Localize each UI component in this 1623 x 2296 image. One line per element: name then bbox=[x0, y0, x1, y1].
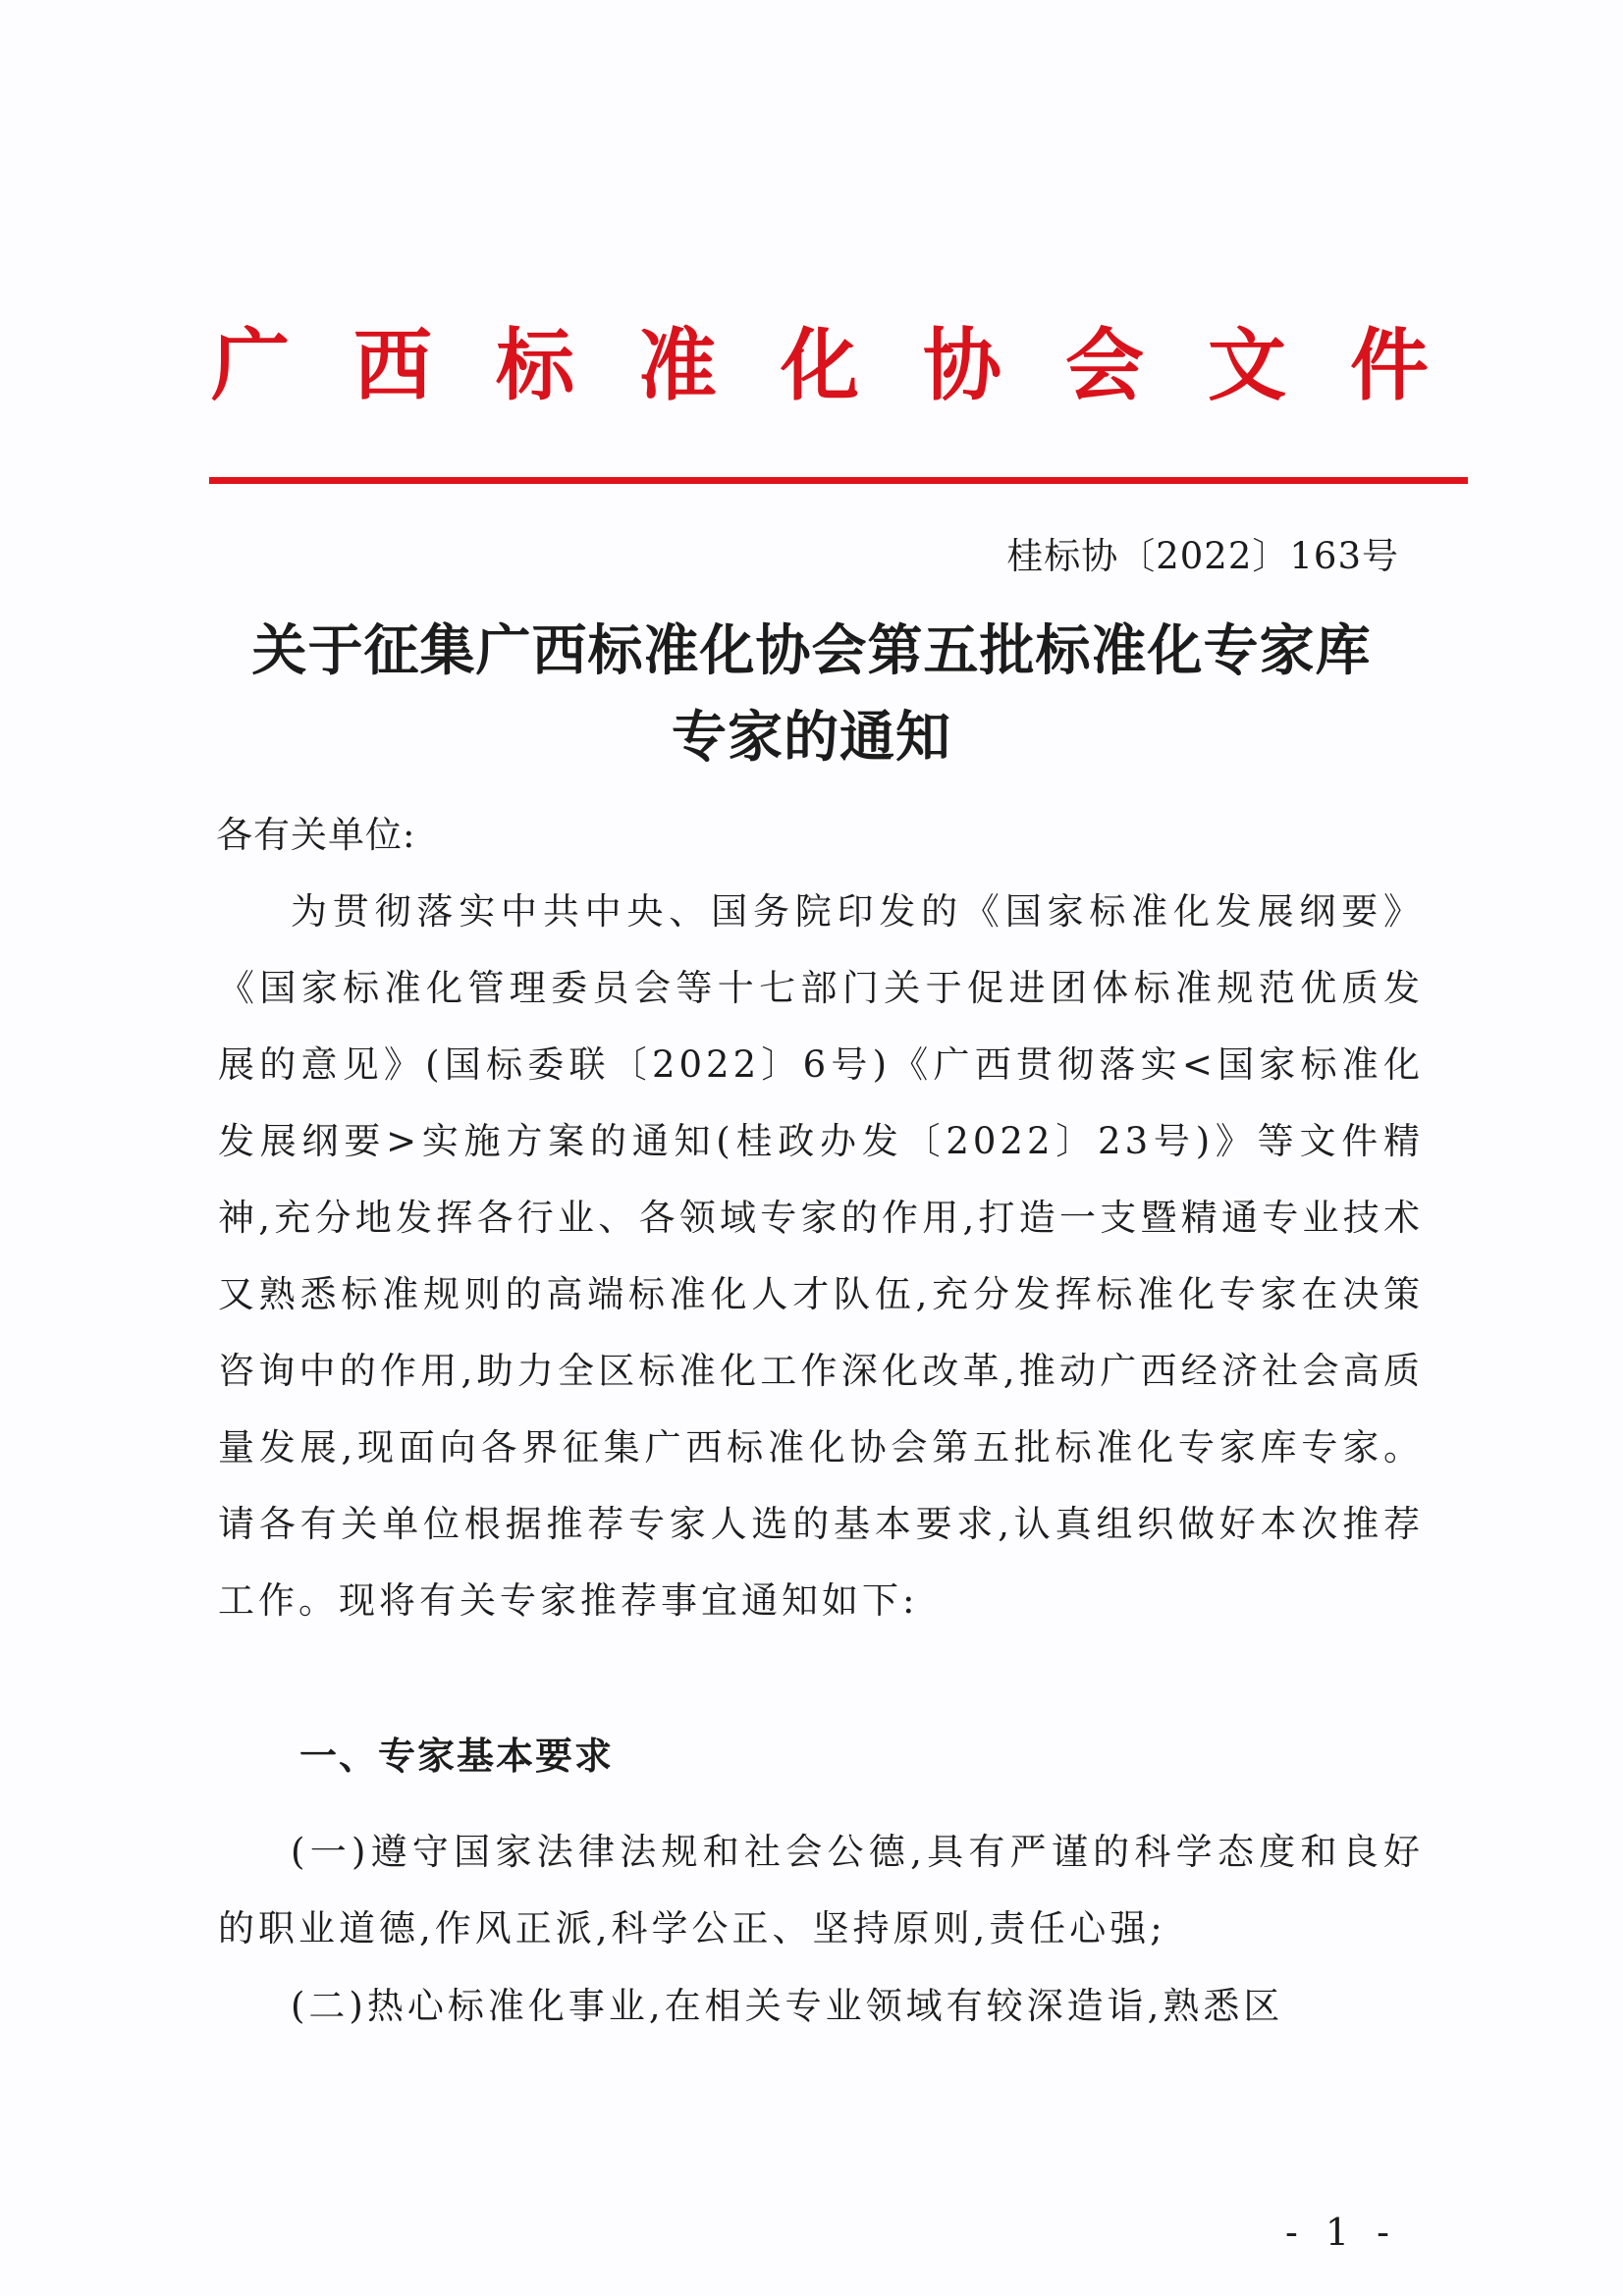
header-char: 文 bbox=[1208, 320, 1286, 411]
document-header bbox=[211, 312, 1429, 420]
header-char: 化 bbox=[781, 320, 859, 411]
document-title bbox=[157, 609, 1466, 781]
page-number: - 1 - bbox=[1284, 2211, 1397, 2254]
section-heading: 一、专家基本要求 bbox=[299, 1735, 615, 1778]
title-line-1: 关于征集广西标准化协会第五批标准化专家库 bbox=[251, 619, 1372, 683]
requirement-item-text: (二)热心标准化事业,在相关专业领域有较深造诣,熟悉区 bbox=[291, 1985, 1284, 2027]
header-char: 广 bbox=[211, 320, 290, 411]
title-line-2: 专家的通知 bbox=[672, 706, 951, 770]
salutation: 各有关单位: bbox=[216, 814, 416, 856]
requirement-item-text: (一)遵守国家法律法规和社会公德,具有严谨的科学态度和良好的职业道德,作风正派,科学公正、坚持原则,责任心强; bbox=[218, 1831, 1424, 1949]
header-divider bbox=[209, 477, 1468, 484]
header-char: 西 bbox=[353, 320, 432, 411]
header-char: 件 bbox=[1350, 320, 1429, 411]
body-paragraph bbox=[218, 874, 1424, 1639]
header-char: 准 bbox=[638, 320, 717, 411]
header-char: 协 bbox=[923, 320, 1001, 411]
document-number: 桂标协〔2022〕163号 bbox=[1006, 535, 1399, 577]
body-paragraph-text: 为贯彻落实中共中央、国务院印发的《国家标准化发展纲要》《国家标准化管理委员会等十七部门关于促进团体标准规范优质发展的意见》(国标委联〔2022〕6号)《广西贯彻落实<国家标准化发展纲要>实施方案的通知(桂政办发〔2022〕23号)》等文件精神,充分地发挥各行业、各领域专家的作用,打造一支暨精通专业技术又熟悉标准规则的高端标准化人才队伍,充分发挥标准化专家在决策咨询中的作用,助力全区标准化工作深化改革,推动广西经济社会高质量发展,现面向各界征集广西标准化协会第五批标准化专家库专家。请各有关单位根据推荐专家人选的基本要求,认真组织做好本次推荐工作。现将有关专家推荐事宜通知如下: bbox=[218, 890, 1424, 1622]
requirement-item bbox=[218, 1814, 1424, 1967]
header-char: 会 bbox=[1065, 320, 1144, 411]
header-char: 标 bbox=[496, 320, 574, 411]
requirement-item bbox=[218, 1968, 1424, 2045]
